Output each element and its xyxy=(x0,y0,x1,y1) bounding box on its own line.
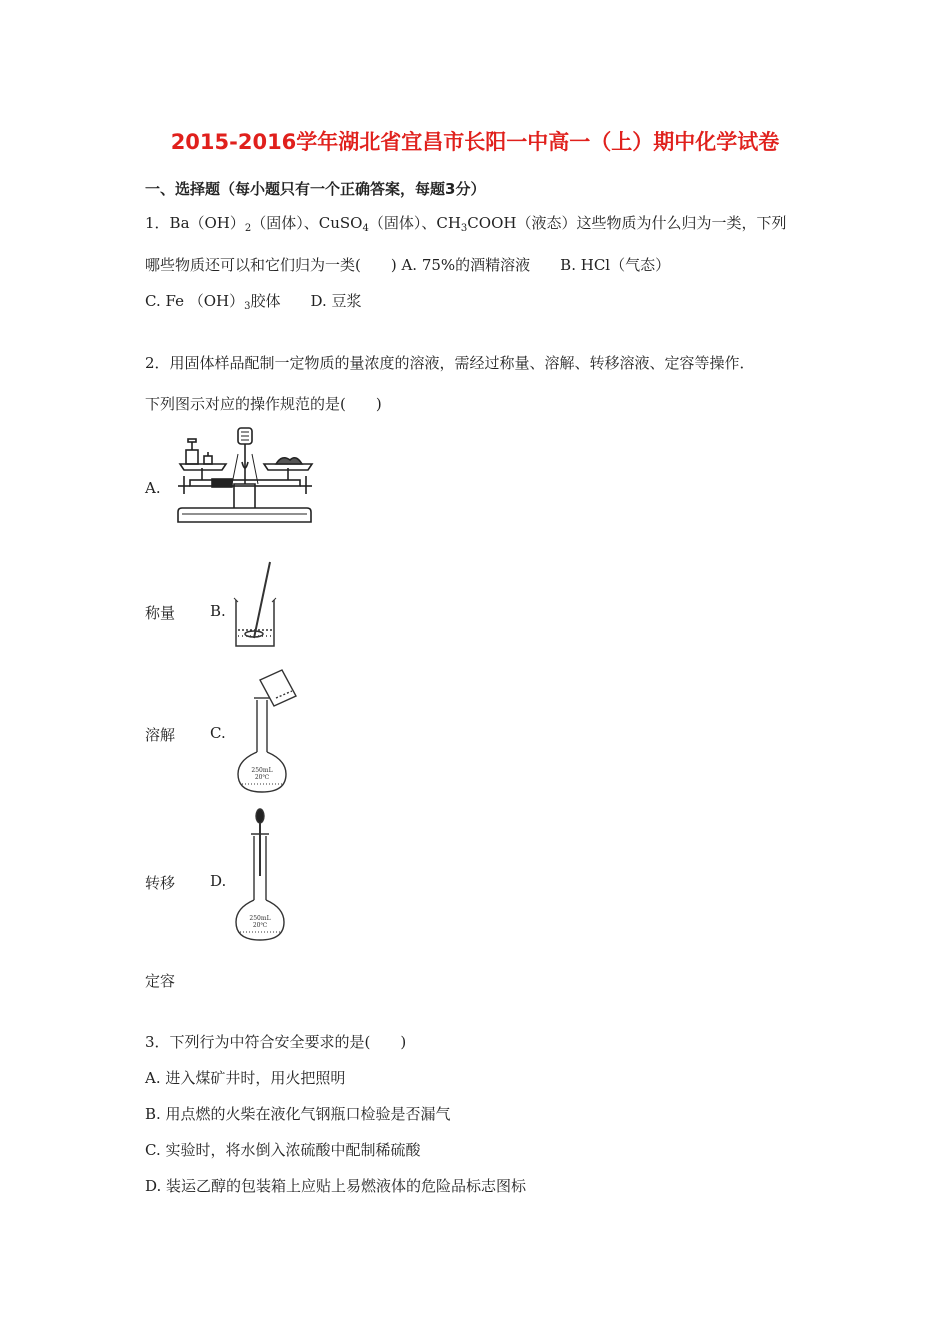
flask-label-temp: 20℃ xyxy=(252,922,268,929)
caption-weighing: 称量 xyxy=(145,604,176,622)
flask-label-temp: 20℃ xyxy=(254,774,270,781)
option-a-label: A. xyxy=(145,479,161,497)
beaker-figure xyxy=(230,560,280,650)
volumetric-flask-pouring-figure xyxy=(232,668,312,796)
q1-line-1: 1．$Ba(OH)_2$（固体）、CuSO$_4$（固体）、$CH_3COOH$（液态）这些物质为什么归为一类，下列 xyxy=(145,214,787,234)
caption-dissolving: 溶解 xyxy=(145,726,176,744)
q3-option-c: C. 实验时，将水倒入浓硫酸中配制稀硫酸 xyxy=(145,1141,421,1159)
volumetric-flask-dropper-figure xyxy=(232,806,292,946)
q3-option-b: B. 用点燃的火柴在液化气钢瓶口检验是否漏气 xyxy=(145,1105,451,1123)
balance-figure xyxy=(172,424,317,526)
caption-transferring: 转移 xyxy=(145,874,176,892)
q1-line-3: C. Fe $(OH)_3$胶体 D. 豆浆 xyxy=(145,292,362,312)
q2-line-1: 2．用固体样品配制一定物质的量浓度的溶液，需经过称量、溶解、转移溶液、定容等操作． xyxy=(145,354,755,372)
section-heading: 一、选择题（每小题只有一个正确答案，每题3分） xyxy=(145,180,486,198)
flask-label-volume: 250mL xyxy=(249,915,271,922)
page-title: 2015-2016学年湖北省宜昌市长阳一中高一（上）期中化学试卷 xyxy=(170,130,780,154)
flask-label-volume: 250mL xyxy=(251,767,273,774)
option-b-label: B. xyxy=(210,602,226,620)
q3-stem: 3．下列行为中符合安全要求的是( ) xyxy=(145,1033,407,1051)
option-d-label: D. xyxy=(210,872,227,890)
caption-making-up-volume: 定容 xyxy=(145,972,176,990)
q3-option-d: D. 装运乙醇的包装箱上应贴上易燃液体的危险品标志图标 xyxy=(145,1177,527,1195)
q1-line-2: 哪些物质还可以和它们归为一类( ) A. 75%的酒精溶液 B. HCl（气态） xyxy=(145,256,671,274)
q2-line-2: 下列图示对应的操作规范的是( ) xyxy=(145,395,382,413)
q3-option-a: A. 进入煤矿井时，用火把照明 xyxy=(145,1069,346,1087)
option-c-label: C. xyxy=(210,724,226,742)
